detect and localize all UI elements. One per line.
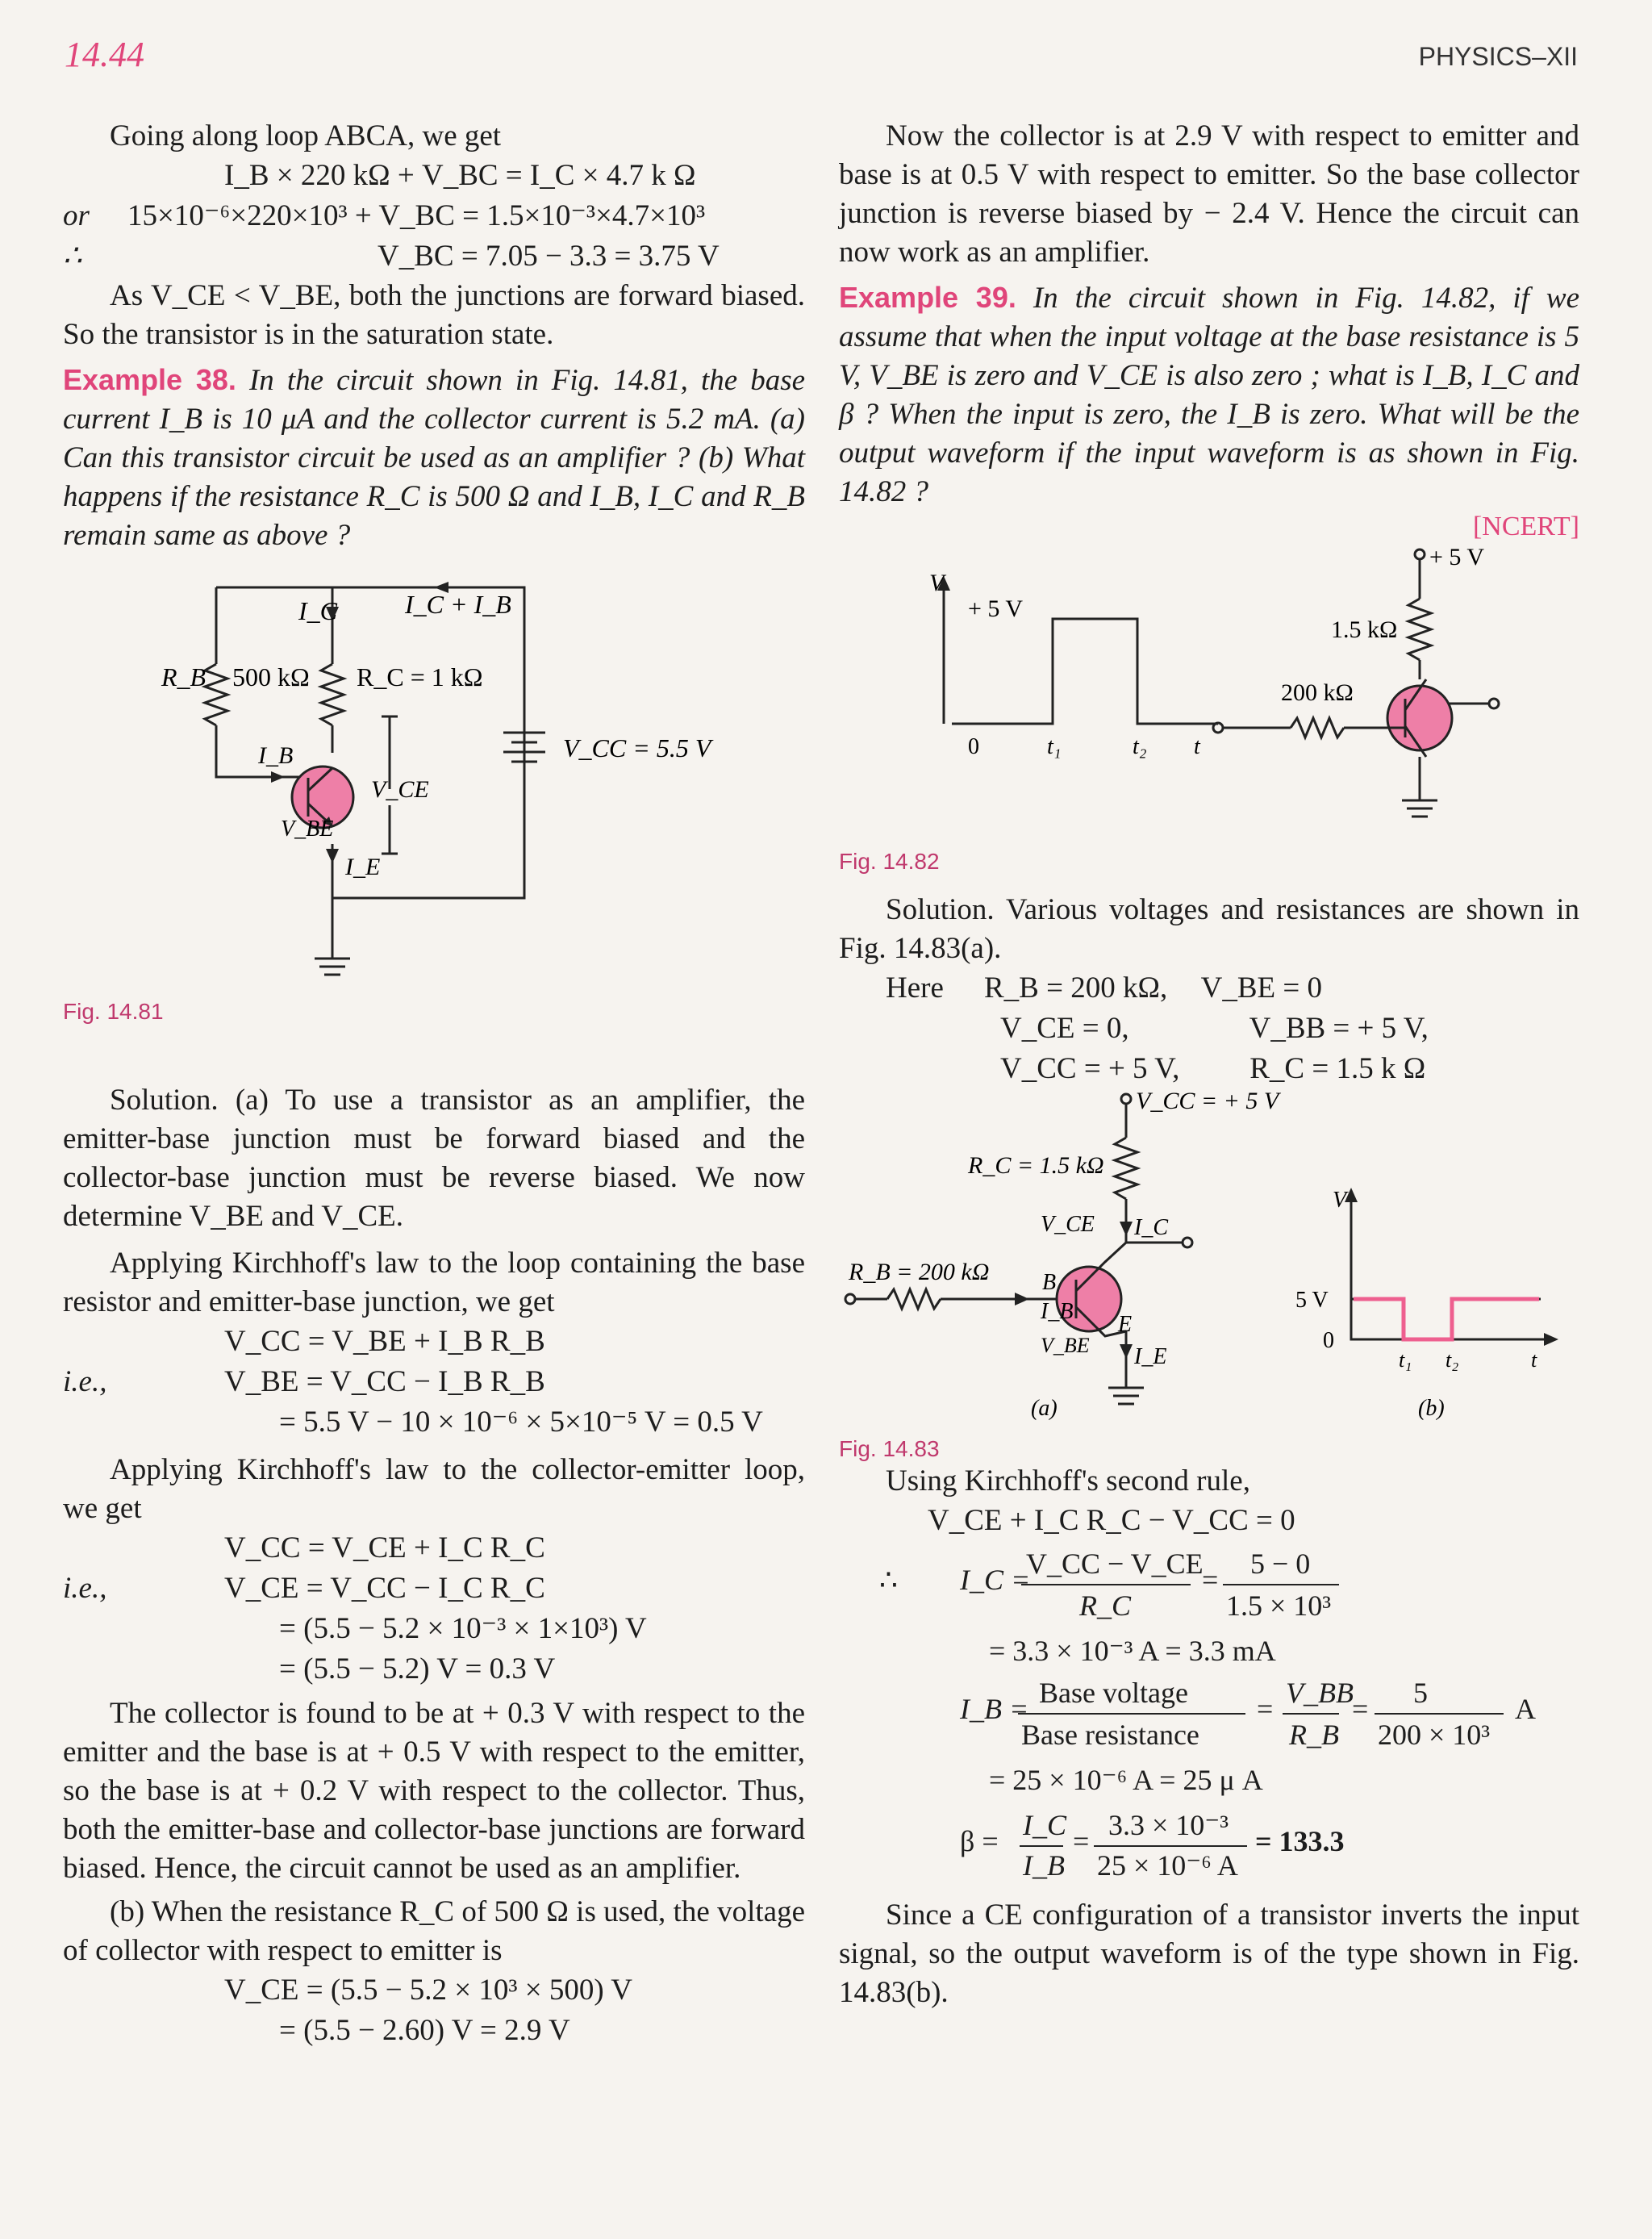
equation: V_BC = 7.05 − 3.3 = 3.75 V	[378, 240, 720, 273]
example-38	[63, 361, 805, 555]
collector-text: The collector is found to be at + 0.3 V with respect to the emitter and the base is at + 0.5 V with respect to the emitter, so the base is at + 0.2 V with respect to the collector. Thus, both the emitter-base and collector-base junctions are forward biased. Hence, the circuit cannot be used as an amplifier.	[63, 1697, 805, 1885]
t2-label: t₂	[1133, 734, 1147, 759]
now-text: Now the collector is at 2.9 V with respect to emitter and base is at 0.5 V with respect to emitter. So the base collector junction is reverse biased by − 2.4 V. Hence the circuit can now work as an amplifier.	[839, 119, 1579, 269]
ie-label: I_E	[1134, 1344, 1167, 1369]
given-value: V_CC = + 5 V,	[1000, 1052, 1180, 1085]
given-value: R_C = 1.5 k Ω	[1249, 1052, 1426, 1085]
equation: V_CC = V_BE + I_B R_B	[224, 1325, 545, 1358]
ie-prefix: i.e.,	[63, 1572, 107, 1605]
beta-numerator-1: I_C	[1023, 1809, 1066, 1841]
beta-result: = 133.3	[1255, 1825, 1345, 1857]
beta-lhs: β =	[960, 1825, 999, 1857]
beta-denominator-1: I_B	[1023, 1849, 1065, 1880]
v-axis-label: V	[929, 570, 945, 596]
equation: V_CE = (5.5 − 5.2 × 10³ × 500) V	[224, 1974, 633, 2007]
therefore-symbol: ∴	[879, 1564, 898, 1596]
ic-label: I_C	[1134, 1215, 1168, 1240]
v-axis-label: V	[1333, 1188, 1347, 1213]
therefore-symbol: ∴	[63, 240, 82, 273]
kirchhoff-text-1: Applying Kirchhoff's law to the loop containing the base resistor and emitter-base junction, we get	[63, 1247, 805, 1318]
t1-label: t₁	[1399, 1348, 1412, 1372]
ib-numerator-1: Base voltage	[1039, 1677, 1188, 1709]
equation: V_CE = V_CC − I_C R_C	[224, 1572, 545, 1605]
given-value: V_BB = + 5 V,	[1249, 1012, 1429, 1045]
given-value: R_B = 200 kΩ,	[984, 971, 1168, 1005]
ic-ib-label: I_C + I_B	[405, 590, 511, 619]
saturation-text: As V_CE < V_BE, both the junctions are forward biased. So the transistor is in the saturation state.	[63, 279, 805, 351]
t-label: t	[1531, 1348, 1537, 1372]
or-label: or	[63, 199, 90, 232]
ie-label: I_E	[345, 854, 381, 880]
origin-label: 0	[968, 734, 979, 759]
kirchhoff-text-2: Applying Kirchhoff's law to the collector-emitter loop, we get	[63, 1453, 805, 1525]
circuit-diagram-14-82	[839, 542, 1579, 849]
ic-result: = 3.3 × 10⁻³ A = 3.3 mA	[989, 1635, 1276, 1667]
given-value: V_BE = 0	[1200, 971, 1322, 1005]
fraction-equations	[839, 1541, 1579, 1880]
equation: V_CE + I_C R_C − V_CC = 0	[928, 1504, 1295, 1537]
five-v-label: 5 V	[1295, 1288, 1329, 1313]
figure-14-83	[839, 1089, 1579, 1436]
equation-row	[63, 1569, 805, 1609]
ie-prefix: i.e.,	[63, 1365, 107, 1398]
subfig-b-label: (b)	[1418, 1396, 1445, 1421]
ncert-tag: [NCERT]	[1472, 512, 1579, 541]
ib-numerator-3: 5	[1413, 1677, 1428, 1709]
vce-label: V_CE	[371, 776, 429, 803]
ib-denominator-2: R_B	[1289, 1719, 1339, 1751]
figure-label-14-81: Fig. 14.81	[63, 999, 164, 1024]
beta-denominator-2: 25 × 10⁻⁶ A	[1097, 1849, 1238, 1880]
given-row-2	[839, 1009, 1579, 1049]
rb-value: 500 kΩ	[232, 662, 310, 691]
ib-label: I_B	[258, 742, 294, 769]
ib-result: = 25 × 10⁻⁶ A = 25 μ A	[989, 1764, 1263, 1796]
ib-denominator-3: 200 × 10³	[1378, 1719, 1491, 1751]
ib-unit: A	[1515, 1693, 1536, 1725]
ib-numerator-2: V_BB	[1286, 1677, 1354, 1709]
given-value: V_CE = 0,	[1000, 1012, 1129, 1045]
example-38-text: In the circuit shown in Fig. 14.81, the base current I_B is 10 μA and the collector current is 5.2 mA. (a) Can this transistor circuit be used as an amplifier ? (b) What happens if the resistance R_C is 500 Ω and I_B, I_C and R_B remain same as above ?	[63, 364, 806, 552]
circuit-diagram-14-81	[63, 555, 805, 1007]
solution-a: Solution. (a) To use a transistor as an amplifier, the emitter-base junction must be forward biased and the collector-base junction must be reverse biased. We now determine V_BE and V_CE.	[63, 1084, 805, 1233]
final-text: Since a CE configuration of a transistor inverts the input signal, so the output waveform is of the type shown in Fig. 14.83(b).	[839, 1899, 1579, 2009]
part-b-text: (b) When the resistance R_C of 500 Ω is used, the voltage of collector with respect to emitter is	[63, 1895, 805, 1967]
equation-row	[63, 1362, 805, 1402]
here-label: Here	[886, 971, 944, 1005]
vce-label: V_CE	[1041, 1212, 1095, 1237]
equals-sign: =	[1352, 1693, 1369, 1725]
t-label: t	[1194, 734, 1200, 759]
vcc-label: V_CC = 5.5 V	[563, 733, 711, 762]
page-number: 14.44	[65, 35, 144, 74]
rc-label: R_C = 1.5 kΩ	[968, 1152, 1104, 1179]
t2-label: t₂	[1446, 1348, 1459, 1372]
rc-label: R_C = 1 kΩ	[357, 662, 483, 691]
equals-sign: =	[1202, 1564, 1219, 1596]
supply-label: + 5 V	[1429, 544, 1485, 570]
beta-numerator-2: 3.3 × 10⁻³	[1108, 1809, 1229, 1841]
rc-value: 1.5 kΩ	[1331, 616, 1398, 643]
left-column	[63, 117, 805, 2051]
equals-sign: =	[1073, 1825, 1090, 1857]
ic-lhs: I_C =	[960, 1564, 1031, 1596]
ib-label: I_B	[1041, 1299, 1074, 1324]
equation-row	[63, 196, 805, 236]
figure-14-82	[839, 542, 1579, 849]
running-title: PHYSICS–XII	[1418, 42, 1578, 71]
given-row-3	[839, 1049, 1579, 1089]
figure-label-14-83: Fig. 14.83	[839, 1436, 940, 1461]
example-38-label: Example 38.	[63, 363, 236, 396]
subfig-a-label: (a)	[1031, 1396, 1058, 1421]
equation: = (5.5 − 2.60) V = 2.9 V	[279, 2014, 570, 2047]
solution-intro: Solution. Various voltages and resistances are shown in Fig. 14.83(a).	[839, 893, 1579, 965]
equation: V_CC = V_CE + I_C R_C	[224, 1531, 545, 1564]
equals-sign: =	[1257, 1693, 1274, 1725]
rb-label: R_B = 200 kΩ	[849, 1259, 990, 1285]
vbe-label: V_BE	[1041, 1334, 1090, 1357]
fraction-block	[839, 1541, 1579, 1880]
figure-14-81	[63, 555, 805, 1007]
figure-label-14-82: Fig. 14.82	[839, 849, 940, 874]
equation: = (5.5 − 5.2 × 10⁻³ × 1×10³) V	[279, 1612, 647, 1645]
equation: V_BE = V_CC − I_B R_B	[224, 1365, 545, 1398]
ib-denominator-1: Base resistance	[1021, 1719, 1199, 1751]
ib-lhs: I_B =	[960, 1693, 1029, 1725]
ic-denominator-2: 1.5 × 10³	[1226, 1589, 1332, 1622]
e-label: E	[1118, 1312, 1133, 1337]
loop-intro: Going along loop ABCA, we get	[110, 119, 502, 152]
equation: = 5.5 V − 10 × 10⁻⁶ × 5×10⁻⁵ V = 0.5 V	[279, 1406, 763, 1439]
origin-label: 0	[1323, 1328, 1334, 1353]
vcc-label: V_CC = + 5 V	[1136, 1089, 1279, 1114]
circuit-diagram-14-83	[839, 1089, 1579, 1436]
vbe-label: V_BE	[281, 817, 334, 842]
ic-numerator: V_CC − V_CE	[1026, 1548, 1204, 1580]
equation-row	[63, 236, 805, 277]
rb-value: 200 kΩ	[1281, 679, 1354, 706]
example-39-text: In the circuit shown in Fig. 14.82, if we assume that when the input voltage at the base resistance is 5 V, V_BE is zero and V_CE is also zero ; what is I_B, I_C and β ? When the input is zero, the I_B is zero. What will be the output waveform if the input waveform is as shown in Fig. 14.82 ?	[839, 282, 1580, 508]
equation: I_B × 220 kΩ + V_BC = I_C × 4.7 k Ω	[224, 159, 696, 192]
right-column	[839, 117, 1579, 2012]
plus-5v-label: + 5 V	[968, 595, 1024, 622]
rb-label: R_B	[161, 662, 206, 691]
ic-numerator-2: 5 − 0	[1250, 1548, 1311, 1580]
ic-label: I_C	[298, 596, 337, 625]
ic-denominator: R_C	[1079, 1589, 1132, 1622]
equation: 15×10⁻⁶×220×10³ + V_BC = 1.5×10⁻³×4.7×10³	[127, 199, 706, 232]
example-39-label: Example 39.	[839, 281, 1016, 314]
kirchhoff-rule-text: Using Kirchhoff's second rule,	[886, 1464, 1250, 1498]
b-label: B	[1042, 1270, 1057, 1295]
equation: = (5.5 − 5.2) V = 0.3 V	[279, 1652, 556, 1686]
example-39	[839, 278, 1579, 512]
given-row-1	[839, 968, 1579, 1009]
t1-label: t₁	[1047, 734, 1062, 759]
